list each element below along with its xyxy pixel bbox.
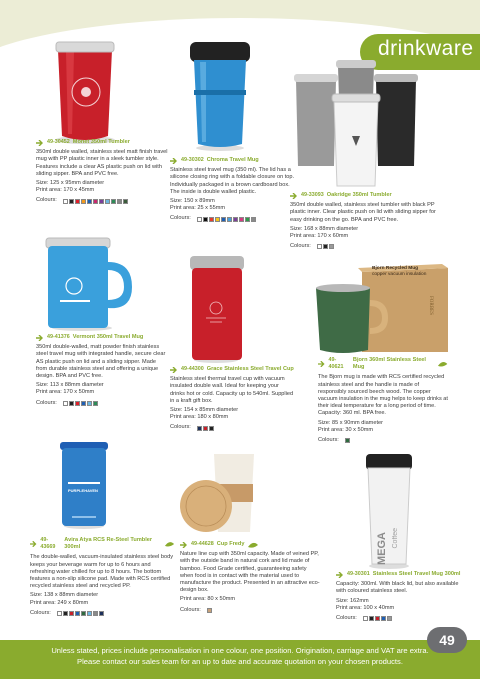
- product-description: Capacity: 300ml. With black lid, but also available with coloured stainless steel.: [336, 581, 459, 595]
- colour-swatch: [369, 616, 374, 621]
- colour-swatch: [87, 199, 92, 204]
- page-number: 49: [427, 627, 467, 653]
- product-size: Size: 125 x 95mm diameter: [36, 180, 105, 187]
- product-size: Size: 168 x 88mm diameter: [290, 225, 359, 232]
- product-bjorn: [318, 357, 448, 444]
- box-subtitle: copper vacuum insulation: [372, 272, 427, 277]
- colour-swatch: [63, 611, 68, 616]
- arrow-icon: [170, 158, 178, 164]
- arrow-icon: [36, 335, 44, 341]
- footer-line-1: Unless stated, prices include personalisation in one colour, one position. Origination, carriage and VAT are extra.: [51, 646, 429, 655]
- product-code: 49-43669: [40, 537, 56, 551]
- arrow-icon: [180, 542, 188, 548]
- colour-swatches: [180, 607, 320, 614]
- product-name: Oakridge 350ml Tumbler: [326, 192, 392, 198]
- arrow-icon: [336, 572, 344, 578]
- product-size: Size: 113 x 88mm diameter: [36, 382, 104, 389]
- colours-label: Colours:: [36, 399, 57, 406]
- product-size: Size: 162mm: [336, 597, 369, 604]
- product-print-area: Print area: 170 x 45mm: [36, 187, 95, 194]
- colour-swatches: [170, 424, 295, 431]
- colour-swatch: [209, 426, 214, 431]
- eco-leaf-icon: [164, 541, 175, 547]
- product-description: The Bjorn mug is made with RCS certified recycled stainless steel and the handle is made of responsibly sourced beech wood. The copper vacuum insulation in the mug helps to keep drinks at their ideal temperature for a long period of time. Capacity: 360 ml. BPA free.: [318, 374, 448, 417]
- product-print-area: Print area: 100 x 40mm: [336, 604, 395, 611]
- mega-travel-mug-image: [362, 452, 416, 570]
- product-print-area: Print area: 30 x 50mm: [318, 426, 374, 433]
- colour-swatch: [81, 199, 86, 204]
- product-description: 350ml double-walled, matt powder finish stainless steel travel mug with integrated handle, secure clear AS plastic push on lid and a sliding sipper. Made from durable stainless steel and offering a unique design. BPA and PVC free.: [36, 344, 166, 380]
- colour-swatch: [87, 401, 92, 406]
- product-stainless-travel-mug: [336, 571, 461, 622]
- colour-swatch: [63, 199, 68, 204]
- colour-swatch: [93, 401, 98, 406]
- colour-swatches: [30, 610, 175, 617]
- product-name: Grace Stainless Steel Travel Cup: [206, 366, 294, 372]
- product-name: Vermont 350ml Travel Mug: [72, 334, 144, 340]
- colour-swatch: [387, 616, 392, 621]
- product-code: 49-33093: [301, 192, 324, 198]
- colours-label: Colours:: [30, 609, 51, 616]
- product-name: Avira Atya RCS Re-Steel Tumbler 300ml: [64, 537, 153, 551]
- colour-swatch: [233, 217, 238, 222]
- colours-label: Colours:: [170, 424, 191, 431]
- arrow-icon: [170, 367, 178, 373]
- colour-swatches: [290, 243, 440, 250]
- product-size: Size: 154 x 85mm diameter: [170, 407, 239, 414]
- box-brand: FORBES: [428, 296, 433, 315]
- colours-label: Colours:: [336, 615, 357, 622]
- colour-swatch: [93, 611, 98, 616]
- colour-swatch: [99, 199, 104, 204]
- colour-swatch: [239, 217, 244, 222]
- product-print-area: Print area: 25 x 55mm: [170, 205, 226, 212]
- product-grace: [170, 366, 295, 432]
- colours-label: Colours:: [36, 197, 57, 204]
- colour-swatch: [75, 199, 80, 204]
- product-code: 49-44300: [181, 366, 204, 372]
- product-code: 49-30302: [181, 157, 204, 163]
- product-chroma: [170, 157, 295, 223]
- colour-swatches: [36, 400, 166, 407]
- eco-leaf-icon: [437, 361, 448, 367]
- colour-swatch: [69, 401, 74, 406]
- product-code: 49-40621: [328, 357, 344, 371]
- colour-swatches: [336, 615, 461, 622]
- product-name: Stainless Steel Travel Mug 300ml: [372, 571, 461, 577]
- arrow-icon: [290, 193, 298, 199]
- product-code: 49-30452: [47, 139, 70, 145]
- colour-swatch: [105, 199, 110, 204]
- product-name: Chroma Travel Mug: [206, 157, 259, 163]
- colour-swatch: [93, 199, 98, 204]
- product-description: The double-walled, vacuum-insulated stainless steel body keeps your beverage warm for up to 6 hours and refreshing water chilled for up to 8 hours. The bottom features a non-slip silicone pad. Made with RCS certified recycled stainless steel and recycled PP.: [30, 554, 174, 590]
- colours-label: Colours:: [180, 606, 201, 613]
- colour-swatch: [323, 244, 328, 249]
- colour-swatch: [69, 611, 74, 616]
- colour-swatch: [117, 199, 122, 204]
- colour-swatch: [317, 244, 322, 249]
- bjorn-box-label: [372, 266, 442, 278]
- product-monet: [36, 139, 171, 205]
- colour-swatch: [197, 217, 202, 222]
- oakridge-tumbler-group-image: [292, 56, 422, 191]
- colour-swatch: [203, 426, 208, 431]
- product-size: Size: 85 x 90mm diameter: [318, 419, 383, 426]
- product-print-area: Print area: 180 x 80mm: [170, 414, 229, 421]
- product-description: Stainless steel travel mug (350 ml). The lid has a silicone closing ring with a foldable closure on top. Individually packaged in a brown cardboard box. The inside is double walled plastic.: [170, 167, 295, 195]
- product-name: Bjorn 360ml Stainless Steel Mug: [352, 357, 426, 371]
- colour-swatch: [75, 401, 80, 406]
- product-description: 350ml double walled, stainless steel matt finish travel mug with PP plastic inner in a sleek tumbler style. Features include a clear AS plastic push on lid with sliding sipper. BPA and PVC free.: [36, 149, 168, 177]
- colour-swatch: [375, 616, 380, 621]
- colour-swatch: [363, 616, 368, 621]
- colour-swatch: [209, 217, 214, 222]
- colour-swatches: [318, 437, 448, 444]
- colour-swatch: [99, 611, 104, 616]
- product-description: 350ml double walled, stainless steel tumbler with black PP plastic inner. Clear plastic push on lid with sliding sipper for easy drinking on the go. BPA and PVC free.: [290, 202, 436, 223]
- colour-swatch: [221, 217, 226, 222]
- mega-logo-line2: Coffee: [392, 528, 399, 549]
- colour-swatch: [63, 401, 68, 406]
- product-cup-fredy: [180, 541, 320, 614]
- product-avira: [30, 537, 175, 617]
- grace-travel-cup-image: [186, 252, 248, 364]
- product-size: Size: 150 x 89mm: [170, 198, 215, 205]
- tumbler-logo: PURPLEHAVEN: [68, 488, 98, 493]
- cup-fredy-image: [178, 448, 258, 540]
- colour-swatch: [345, 438, 350, 443]
- product-vermont: [36, 334, 166, 407]
- colour-swatch: [81, 401, 86, 406]
- colour-swatch: [381, 616, 386, 621]
- colour-swatch: [111, 199, 116, 204]
- product-size: Size: 138 x 88mm diameter: [30, 592, 99, 599]
- mega-logo-line1: MEGA: [376, 532, 388, 565]
- chroma-travel-mug-image: [186, 38, 256, 153]
- colours-label: Colours:: [318, 437, 339, 444]
- arrow-icon: [318, 361, 326, 367]
- eco-leaf-icon: [247, 542, 259, 548]
- colour-swatch: [81, 611, 86, 616]
- box-title: Bjorn Recycled Mug: [372, 266, 419, 271]
- colour-swatch: [207, 608, 212, 613]
- colour-swatch: [329, 244, 334, 249]
- product-print-area: Print area: 170 x 50mm: [36, 389, 95, 396]
- category-title: drinkware: [378, 37, 474, 60]
- product-print-area: Print area: 170 x 60mm: [290, 233, 349, 240]
- colour-swatch: [69, 199, 74, 204]
- colour-swatch: [87, 611, 92, 616]
- footer-line-2: Please contact our sales team for an up to date and accurate quotation on your chosen products.: [77, 657, 403, 666]
- colour-swatches: [170, 215, 295, 222]
- colour-swatch: [227, 217, 232, 222]
- colour-swatch: [215, 217, 220, 222]
- product-name: Cup Fredy: [216, 541, 245, 547]
- colour-swatch: [203, 217, 208, 222]
- colour-swatch: [123, 199, 128, 204]
- arrow-icon: [30, 541, 37, 547]
- vermont-travel-mug-image: [40, 232, 135, 332]
- monet-tumbler-image: [40, 36, 130, 146]
- product-name: Monet 350ml Tumbler: [72, 139, 130, 145]
- arrow-icon: [36, 140, 44, 146]
- product-print-area: Print area: 249 x 80mm: [30, 599, 89, 606]
- colour-swatch: [245, 217, 250, 222]
- product-description: Stainless steel thermal travel cup with vacuum insulated double wall. Ideal for keeping your drinks hot or cold. Capacity up to 540ml. Supplied in a kraft gift box.: [170, 376, 294, 404]
- colour-swatches: [36, 197, 171, 204]
- colour-swatch: [57, 611, 62, 616]
- product-code: 49-44628: [191, 541, 214, 547]
- colour-swatch: [251, 217, 256, 222]
- product-print-area: Print area: 80 x 50mm: [180, 596, 236, 603]
- product-description: Nature line cup with 350ml capacity. Made of veined PP, with the outside band in natural cork and lid made of bamboo. Food Grade certified, guaranteeing safety when food is in contact with the material used to manufacture the product. Presented in an attractive eco-design box.: [180, 551, 320, 594]
- colours-label: Colours:: [170, 215, 191, 222]
- product-code: 49-41376: [47, 334, 70, 340]
- colour-swatch: [75, 611, 80, 616]
- avira-tumbler-image: [56, 438, 112, 530]
- footer-text: [20, 645, 460, 667]
- product-code: 49-30301: [347, 571, 370, 577]
- colours-label: Colours:: [290, 243, 311, 250]
- colour-swatch: [197, 426, 202, 431]
- product-oakridge: [290, 192, 440, 250]
